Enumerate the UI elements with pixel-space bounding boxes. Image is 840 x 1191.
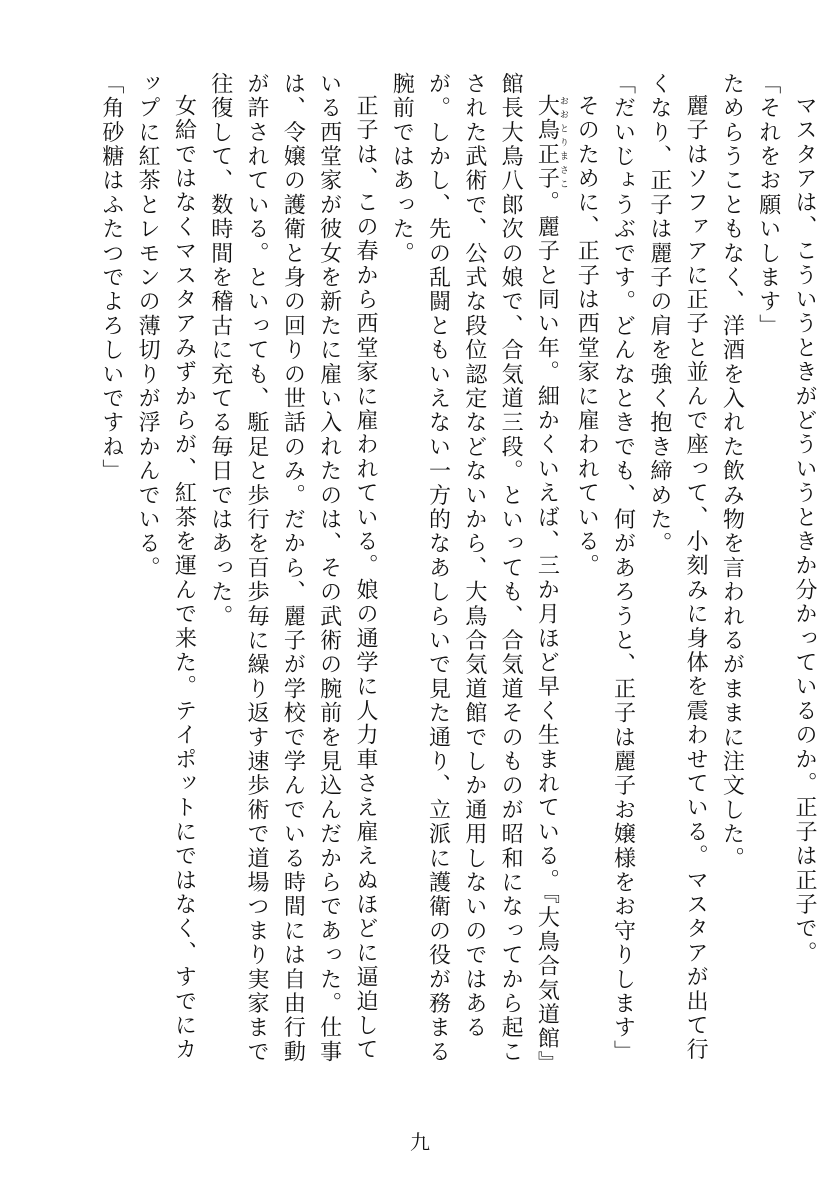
page-number: 九 <box>410 1130 430 1154</box>
paragraph-3: ためらうこともなく、洋酒を入れた飲み物を言われるがままに注文した。 <box>719 72 745 871</box>
paragraph-4: 麗子はソファアに正子と並んで座って、小刻みに身体を震わせている。マスタアが出て行くなり、正子は麗子の肩を強く抱き締めた。 <box>646 72 709 1062</box>
name-furigana: おおとりまさこ <box>557 94 568 191</box>
paragraph-1: マスタアは、こういうときがどういうときか分かっているのか。正子は正子で。 <box>792 94 817 966</box>
name-with-furigana <box>534 94 568 191</box>
paragraph-6: そのために、正子は西堂家に雇われている。 <box>574 94 600 578</box>
paragraph-8: 正子は、この春から西堂家に雇われている。娘の通学に人力車さえ雇えぬほどに逼迫している西堂家が彼女を新たに雇い入れたのは、その武術の腕前を見込んだからであった。仕事は、令嬢の護衛と身の回りの世話のみ。だから、麗子が学校で学んでいる時間には自由行動が許されている。といっても、駈足と歩行を百歩毎に繰り返す速歩術で道場つまり実家まで往復して、数時間を稽古に充てる毎日ではあった。 <box>207 72 378 1065</box>
paragraph-2: 「それをお願いします」 <box>755 72 781 339</box>
paragraph-9: 女給ではなくマスタアみずからが、紅茶を運んで来た。テイポットにではなく、すでにカップに紅茶とレモンの薄切りが浮かんでいる。 <box>135 72 197 1062</box>
paragraph-5: 「だいじょうぶです。どんなときでも、何があろうと、正子は麗子お嬢様をお守りします」 <box>610 72 636 1065</box>
paragraph-10: 「角砂糖はふたつでよろしいですね」 <box>98 72 124 484</box>
paragraph-7-text: 。麗子と同い年。細かくいえば、三か月ほど早く生まれている。『大鳥合気道館』館長大鳥八郎次の娘で、合気道三段。といっても、合気道そのものが昭和になってから起こされた武術で、公式な段位認定などないから、大鳥合気道館でしか通用しないのではあるが。しかし、先の乱闘ともいえない一方的なあしらいで見た通り、立派に護衛の役が務まる腕前ではあった。 <box>389 72 560 1076</box>
paragraph-7 <box>383 72 568 1082</box>
name-base: 大鳥正子 <box>534 94 560 191</box>
page-body <box>6 72 822 1082</box>
